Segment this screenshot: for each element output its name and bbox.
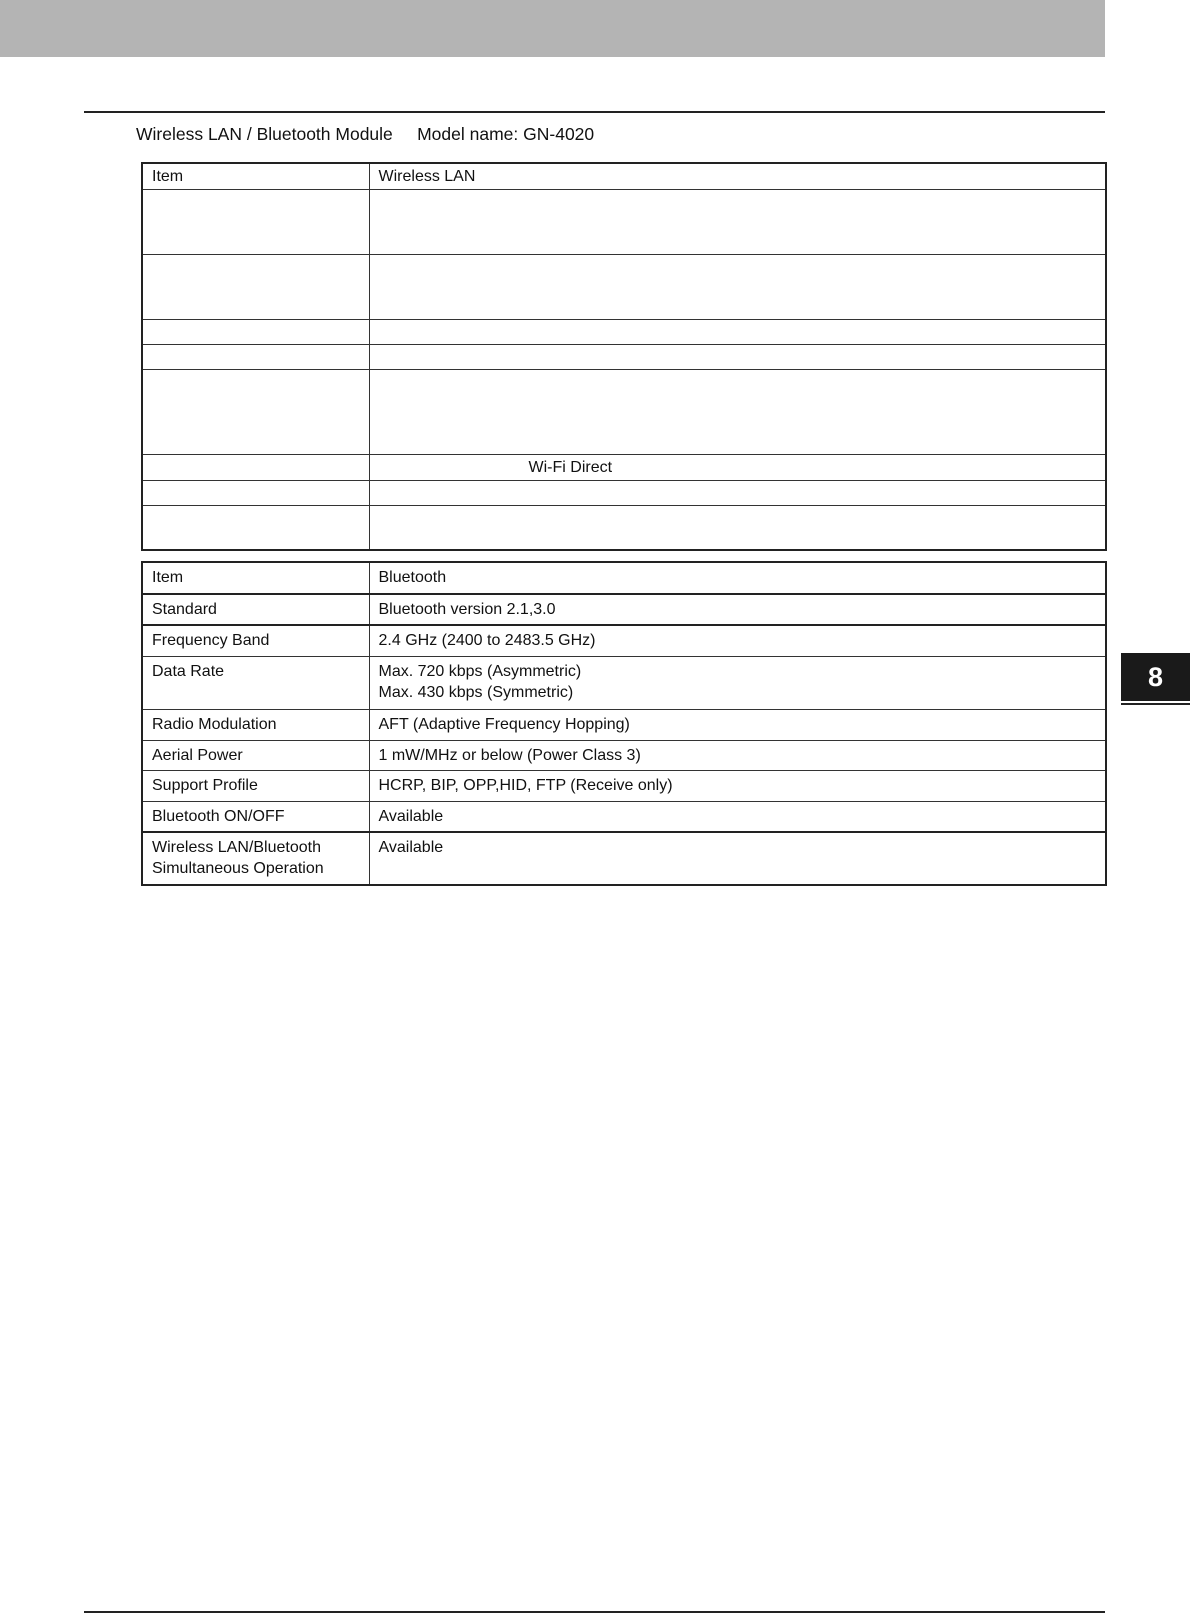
row-value-cell: Bluetooth version 2.1,3.0 [369,594,1106,625]
row-value-cell [369,255,1106,320]
row-value-cell [369,190,1106,255]
table-row [142,345,1106,370]
row-item-cell [142,255,369,320]
row-value-cell [369,345,1106,370]
table-row [142,506,1106,550]
chapter-tab-underline [1121,703,1190,705]
row-value-cell: Wi-Fi Direct [369,455,1106,481]
row-value-cell [369,506,1106,550]
module-title: Wireless LAN / Bluetooth Module [136,124,393,144]
row-item-cell [142,190,369,255]
table-row [142,455,1106,481]
row-item-cell: Aerial Power [142,740,369,770]
row-item-cell: Radio Modulation [142,709,369,740]
table-row [142,594,1106,625]
row-value-cell [369,481,1106,506]
row-item-cell [142,832,369,885]
table-row [142,625,1106,656]
table-row [142,832,1106,885]
header-band [0,0,1105,57]
row-item-cell [142,345,369,370]
table-row [142,320,1106,345]
row-value-cell: HCRP, BIP, OPP,HID, FTP (Receive only) [369,770,1106,801]
table-row [142,370,1106,455]
row-item-cell: Standard [142,594,369,625]
table-header-row [142,562,1106,594]
model-name: Model name: GN-4020 [417,124,595,144]
table-row [142,740,1106,770]
table-row [142,770,1106,801]
section-heading [136,124,594,145]
row-item-cell [142,506,369,550]
chapter-tab[interactable]: 8 [1121,653,1190,701]
row-value-cell [369,370,1106,455]
footer-rule [84,1611,1105,1613]
row-value-cell: Available [369,801,1106,832]
table-row [142,709,1106,740]
row-item-cell: Frequency Band [142,625,369,656]
header-item-cell: Item [142,163,369,190]
row-value-cell: Available [369,832,1106,885]
item-line: Simultaneous Operation [152,860,324,877]
row-item-cell [142,320,369,345]
table-row [142,801,1106,832]
bluetooth-table [141,561,1107,886]
row-item-cell [142,370,369,455]
row-item-cell: Data Rate [142,656,369,709]
row-value-cell [369,656,1106,709]
row-value-cell: AFT (Adaptive Frequency Hopping) [369,709,1106,740]
row-value-cell: 2.4 GHz (2400 to 2483.5 GHz) [369,625,1106,656]
table-header-row [142,163,1106,190]
header-item-cell: Item [142,562,369,594]
value-line: Max. 430 kbps (Symmetric) [378,683,574,701]
header-value-cell: Wireless LAN [369,163,1106,190]
wireless-lan-table [141,162,1107,551]
row-item-cell [142,455,369,481]
row-item-cell: Support Profile [142,770,369,801]
header-rule [84,111,1105,113]
value-line: Max. 720 kbps (Asymmetric) [378,662,582,680]
row-item-cell [142,481,369,506]
row-item-cell: Bluetooth ON/OFF [142,801,369,832]
table-row [142,656,1106,709]
row-value-cell: 1 mW/MHz or below (Power Class 3) [369,740,1106,770]
table-row [142,190,1106,255]
table-row [142,481,1106,506]
header-value-cell: Bluetooth [369,562,1106,594]
row-value-cell [369,320,1106,345]
item-line: Wireless LAN/Bluetooth [152,839,321,856]
table-row [142,255,1106,320]
